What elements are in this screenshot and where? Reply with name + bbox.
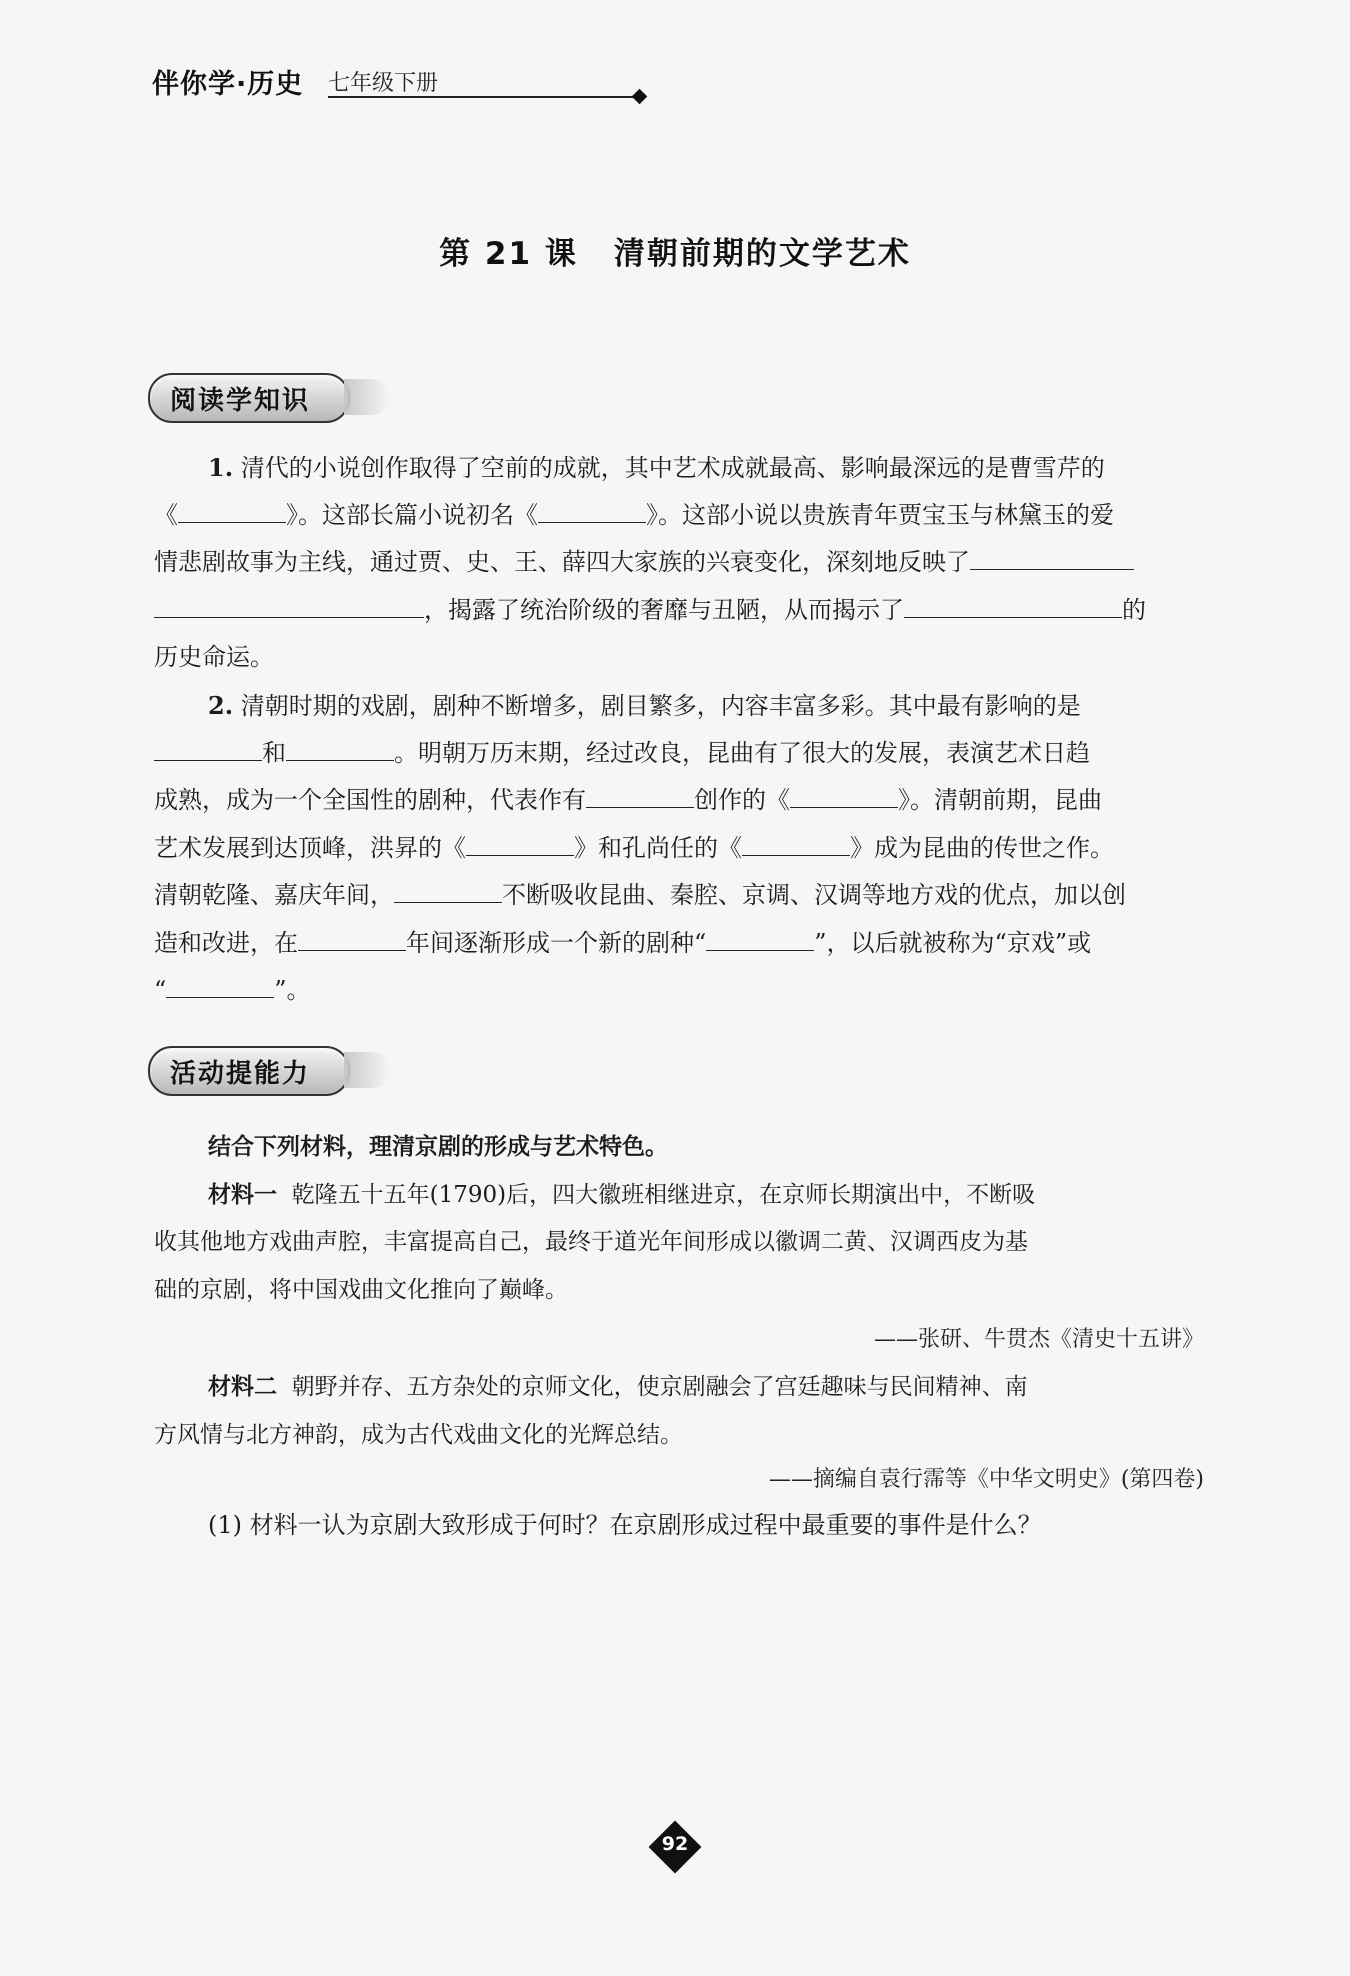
answer-blank[interactable] [586, 777, 694, 808]
answer-blank[interactable] [904, 587, 1122, 618]
answer-blank[interactable] [286, 730, 394, 761]
answer-blank[interactable] [466, 825, 574, 856]
section-badge-activity [148, 1046, 378, 1096]
lesson-name: 清朝前期的文学艺术 [613, 236, 911, 272]
book-brand: 伴你学·历史 [152, 69, 304, 100]
answer-blank[interactable] [154, 587, 424, 618]
question-2: 2. 清朝时期的戏剧，剧种不断增多，剧目繁多，内容丰富多彩。其中最有影响的是 和 。明朝万历末期，经过改良，昆曲有了很大的发展，表演艺术日趋 成熟，成为一个全国性的剧种，代表作有 创作的《 》。清朝前期，昆曲 艺术发展到达顶峰，洪昇的《 》和孔尚任的《 》成为昆曲的传世之作。 清朝乾隆、嘉庆年间， 不断吸收昆曲、秦腔、京调、汉调等地方戏的优点，加以创 造和改进，在 年间逐渐形成一个新的剧种“ ”，以后就被称为“京戏”或 “ ”。 [154, 691, 1126, 1004]
lesson-title [0, 228, 1350, 273]
material-1-source: ——张研、牛贯杰《清史十五讲》 [873, 1327, 1204, 1352]
material-2-source: ——摘编自袁行霈等《中华文明史》(第四卷) [768, 1467, 1204, 1492]
section-label: 阅读学知识 [170, 386, 311, 416]
diamond-icon [632, 89, 648, 105]
header-rule [328, 96, 640, 98]
activity-section: 结合下列材料，理清京剧的形成与艺术特色。 材料一 乾隆五十五年(1790)后，四大徽班相继进京，在京师长期演出中，不断吸 收其他地方戏曲声腔，丰富提高自己，最终于道光年间形成以徽调二黄、汉调西皮为基 础的京剧，将中国戏曲文化推向了巅峰。 [154, 1124, 1202, 1314]
lesson-number: 第 21 课 [439, 236, 578, 272]
page-number: 92 [653, 1825, 697, 1869]
answer-blank[interactable] [970, 539, 1134, 570]
answer-blank[interactable] [706, 920, 814, 951]
running-header [152, 58, 504, 98]
answer-blank[interactable] [538, 492, 646, 523]
answer-blank[interactable] [154, 730, 262, 761]
section-label: 活动提能力 [170, 1059, 311, 1089]
answer-blank[interactable] [742, 825, 850, 856]
answer-blank[interactable] [178, 492, 286, 523]
answer-blank[interactable] [298, 920, 406, 951]
material-1-label: 材料一 [208, 1181, 277, 1208]
grade-label: 七年级下册 [328, 71, 439, 96]
question-1: 1. 清代的小说创作取得了空前的成就，其中艺术成就最高、影响最深远的是曹雪芹的 《 》。这部长篇小说初名《 》。这部小说以贵族青年贾宝玉与林黛玉的爱 情悲剧故事为主线，通过贾、史、王、薛四大家族的兴衰变化，深刻地反映了 ，揭露了统治阶级的奢靡与丑陋，从而揭示了 的 历史命运。 [154, 453, 1146, 671]
section-badge-reading [148, 373, 378, 423]
answer-blank[interactable] [166, 967, 274, 998]
answer-blank[interactable] [790, 777, 898, 808]
activity-intro: 结合下列材料，理清京剧的形成与艺术特色。 [208, 1134, 668, 1160]
material-2: 材料二 朝野并存、五方杂处的京师文化，使京剧融会了宫廷趣味与民间精神、南 方风情与北方神韵，成为古代戏曲文化的光辉总结。 [154, 1374, 1028, 1448]
answer-blank[interactable] [394, 872, 502, 903]
activity-question-1: (1) 材料一认为京剧大致形成于何时？在京剧形成过程中最重要的事件是什么？ [208, 1511, 1042, 1539]
material-2-label: 材料二 [208, 1374, 277, 1400]
